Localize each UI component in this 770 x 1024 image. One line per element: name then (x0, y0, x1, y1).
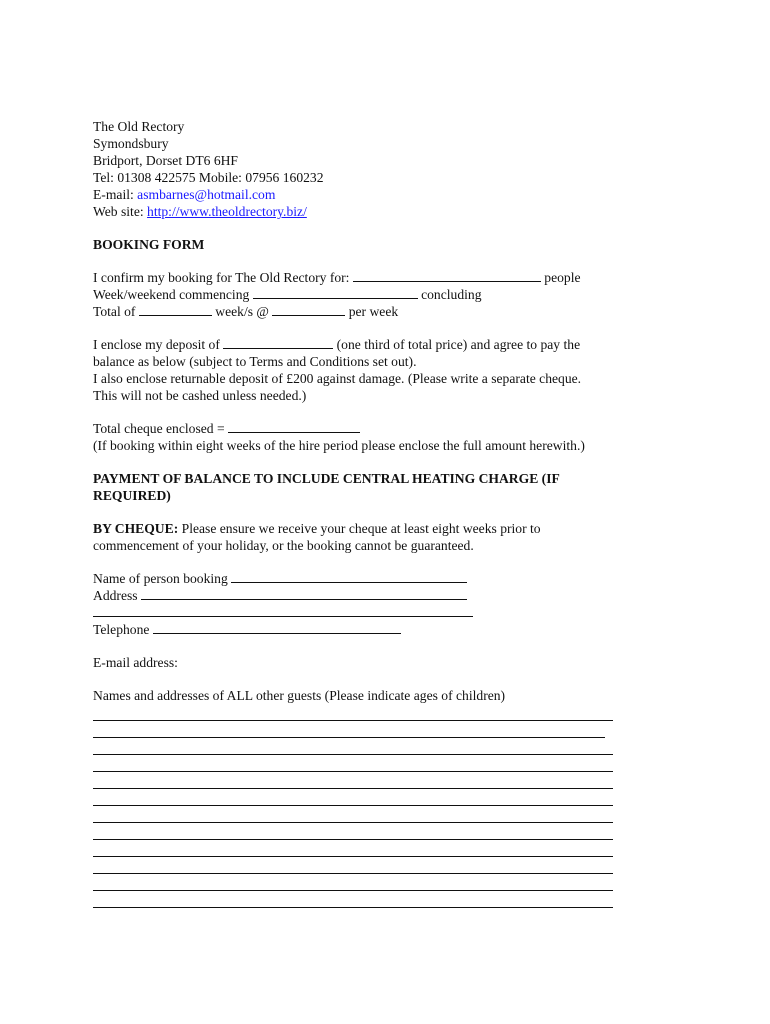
town-postcode: Bridport, Dorset DT6 6HF (93, 153, 238, 168)
deposit-terms: (one third of total price) and agree to pay the (333, 337, 581, 352)
telephone-field[interactable] (153, 621, 401, 634)
guest-line[interactable] (93, 806, 613, 823)
name-field[interactable] (231, 570, 467, 583)
commencing-date-field[interactable] (253, 286, 418, 299)
telephone-label: Telephone (93, 622, 153, 637)
people-count-field[interactable] (353, 269, 541, 282)
village: Symondsbury (93, 136, 169, 151)
phone-numbers: Tel: 01308 422575 Mobile: 07956 160232 (93, 170, 324, 185)
telephone-line (93, 621, 653, 638)
people-label: people (540, 270, 581, 285)
guest-line[interactable] (93, 721, 605, 738)
weeks-at-label: week/s @ (211, 304, 273, 319)
deposit-amount-field[interactable] (223, 336, 333, 349)
per-week-label: per week (345, 304, 399, 319)
cheque-total-label: Total cheque enclosed = (93, 421, 229, 436)
guest-line[interactable] (93, 738, 613, 755)
form-title: BOOKING FORM (93, 237, 205, 252)
website-line (93, 203, 653, 220)
balance-heading-line2: REQUIRED) (93, 488, 171, 503)
email-label: E-mail: (93, 187, 138, 202)
by-cheque-line2: commencement of your holiday, or the booking cannot be guaranteed. (93, 538, 474, 553)
confirm-line (93, 269, 653, 286)
address-line (93, 587, 653, 604)
website-label: Web site: (93, 204, 148, 219)
total-line (93, 303, 653, 320)
guest-line[interactable] (93, 840, 613, 857)
guest-line[interactable] (93, 772, 613, 789)
name-label: Name of person booking (93, 571, 232, 586)
by-cheque-line (93, 520, 653, 537)
cheque-total-field[interactable] (228, 420, 360, 433)
business-name: The Old Rectory (93, 119, 185, 134)
email-link[interactable]: asmbarnes@hotmail.com (137, 187, 276, 202)
cheque-total-line (93, 420, 653, 437)
balance-heading-line1: PAYMENT OF BALANCE TO INCLUDE CENTRAL HEATING CHARGE (IF (93, 471, 560, 486)
cheque-note: (If booking within eight weeks of the hire period please enclose the full amount herewith.) (93, 438, 585, 453)
per-week-price-field[interactable] (272, 303, 345, 316)
guest-line[interactable] (93, 704, 613, 721)
website-link[interactable]: http://www.theoldrectory.biz/ (147, 204, 307, 219)
by-cheque-text: Please ensure we receive your cheque at least eight weeks prior to (178, 521, 541, 536)
address-field-2[interactable] (93, 604, 473, 617)
deposit-label: I enclose my deposit of (93, 337, 224, 352)
week-label: Week/weekend commencing (93, 287, 253, 302)
guests-label: Names and addresses of ALL other guests (Please indicate ages of children) (93, 688, 506, 703)
confirm-label: I confirm my booking for The Old Rectory for: (93, 270, 353, 285)
week-line (93, 286, 653, 303)
deposit-balance-line: balance as below (subject to Terms and Conditions set out). (93, 354, 417, 369)
guest-line[interactable] (93, 891, 613, 908)
guest-line[interactable] (93, 857, 613, 874)
weeks-count-field[interactable] (139, 303, 212, 316)
deposit-line (93, 336, 653, 353)
guest-line[interactable] (93, 874, 613, 891)
email-line (93, 186, 653, 203)
guest-line[interactable] (93, 755, 613, 772)
damage-deposit-line: I also enclose returnable deposit of £200 against damage. (Please write a separate cheque. (93, 371, 582, 386)
total-label: Total of (93, 304, 139, 319)
guest-line[interactable] (93, 789, 613, 806)
booking-form-page (93, 118, 653, 908)
concluding-label: concluding (417, 287, 482, 302)
address-line2 (93, 604, 653, 621)
damage-deposit-note: This will not be cashed unless needed.) (93, 388, 307, 403)
address-field[interactable] (141, 587, 467, 600)
email-address-label: E-mail address: (93, 655, 178, 670)
address-label: Address (93, 588, 141, 603)
name-line (93, 570, 653, 587)
by-cheque-label: BY CHEQUE: (93, 521, 179, 536)
guests-lines (93, 704, 613, 908)
guest-line[interactable] (93, 823, 613, 840)
